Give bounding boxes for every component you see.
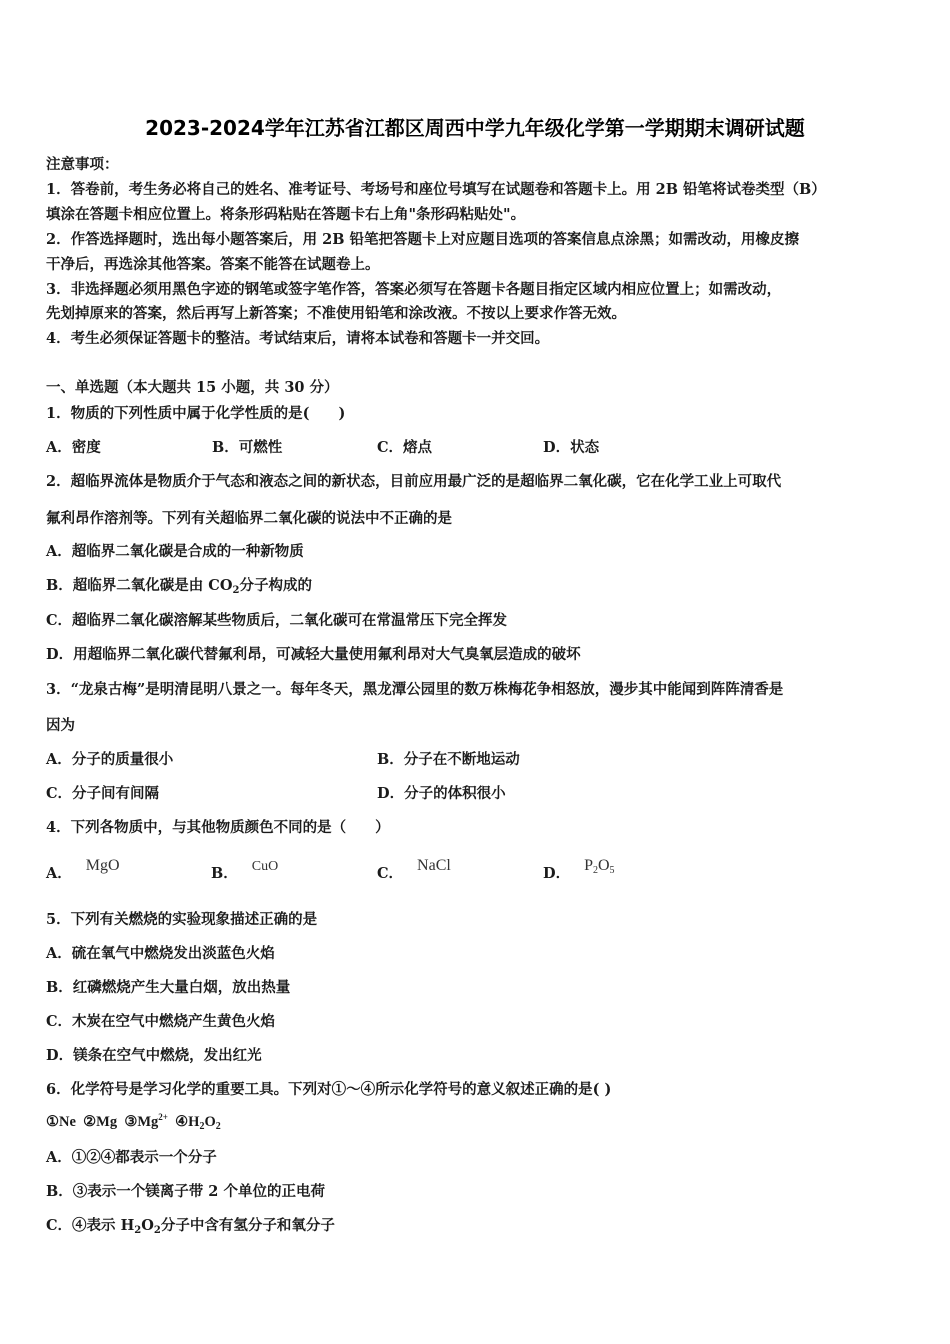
q2-option-b[interactable] [46,574,312,596]
q6-symbols [46,1112,221,1132]
formula-mgo: MgO [85,857,120,874]
q2-option-a[interactable]: A．超临界二氧化碳是合成的一种新物质 [46,543,304,560]
q1-option-d[interactable]: D．状态 [543,439,600,456]
q6-option-c-text-end: 分子中含有氢分子和氧分子 [160,1217,335,1234]
q2-stem-line-2: 氟利昂作溶剂等。下列有关超临界二氧化碳的说法中不正确的是 [46,510,452,527]
symbol-h2o2: $④H_2O_2$ [175,1114,221,1132]
q4-option-a[interactable] [46,857,120,883]
q3-option-b[interactable]: B．分子在不断地运动 [377,751,520,768]
symbol-mg-ion: $③Mg^{2+}$ [124,1112,168,1130]
q3-stem-line-1: 3．“龙泉古梅”是明清昆明八景之一。每年冬天，黑龙潭公园里的数万株梅花争相怒放，漫步其中能闻到阵阵清香是 [46,681,784,698]
q4-option-c[interactable] [377,857,451,883]
q6-stem: 6．化学符号是学习化学的重要工具。下列对①～④所示化学符号的意义叙述正确的是( ) [46,1081,612,1098]
option-letter: C． [377,865,404,882]
q3-option-d[interactable]: D．分子的体积很小 [377,785,506,802]
q5-option-c[interactable]: C．木炭在空气中燃烧产生黄色火焰 [46,1013,276,1030]
q1-option-a[interactable]: A．密度 [46,439,101,456]
q2-option-b-text-end: 分子构成的 [239,577,312,594]
q2-option-c[interactable]: C．超临界二氧化碳溶解某些物质后，二氧化碳可在常温常压下完全挥发 [46,612,508,629]
q2-stem-line-1: 2．超临界流体是物质介于气态和液态之间的新状态，目前应用最广泛的是超临界二氧化碳，它在化学工业上可取代 [46,473,782,490]
formula-cuo: CuO [251,859,279,874]
q5-option-b[interactable]: B．红磷燃烧产生大量白烟，放出热量 [46,979,291,996]
section-heading: 一、单选题（本大题共 15 小题，共 30 分） [46,379,339,396]
q4-stem: 4．下列各物质中，与其他物质颜色不同的是（ ） [46,819,390,836]
notice-line-1: 1．答卷前，考生务必将自己的姓名、准考证号、考场号和座位号填写在试题卷和答题卡上。用 2B 铅笔将试卷类型（B） [46,181,826,198]
formula-nacl: NaCl [417,857,451,874]
notice-heading: 注意事项： [46,156,119,173]
q6-option-c-text: C．④表示 H [46,1217,135,1234]
formula-p2o5: $P_2O_5$ [584,857,615,876]
q1-option-c[interactable]: C．熔点 [377,439,433,456]
notice-line-6: 先划掉原来的答案，然后再写上新答案；不准使用铅笔和涂改液。不按以上要求作答无效。 [46,305,626,322]
symbol-ne: ①Ne [46,1114,76,1130]
q6-option-c[interactable]: C．④表示 $H_2O_2$分子中含有氢分子和氧分子 [46,1217,335,1236]
subscript: 2 [232,585,240,596]
q6-option-a[interactable]: A．①②④都表示一个分子 [46,1149,217,1166]
q3-option-a[interactable]: A．分子的质量很小 [46,751,174,768]
q5-option-d[interactable]: D．镁条在空气中燃烧，发出红光 [46,1047,262,1064]
option-letter: A． [46,865,72,882]
notice-line-5: 3．非选择题必须用黑色字迹的钢笔或签字笔作答，答案必须写在答题卡各题目指定区域内相应位置上；如需改动， [46,281,782,298]
q4-option-d[interactable] [543,857,615,884]
notice-line-3: 2．作答选择题时，选出每小题答案后，用 2B 铅笔把答题卡上对应题目选项的答案信息点涂黑；如需改动，用橡皮擦 [46,231,800,248]
q6-option-b[interactable]: B．③表示一个镁离子带 2 个单位的正电荷 [46,1183,325,1200]
page-title: 2023-2024学年江苏省江都区周西中学九年级化学第一学期期末调研试题 [145,116,805,140]
q3-option-c[interactable]: C．分子间有间隔 [46,785,160,802]
notice-line-4: 干净后，再选涂其他答案。答案不能答在试题卷上。 [46,256,380,273]
option-letter: B． [211,865,238,882]
q3-stem-line-2: 因为 [46,717,75,734]
q5-option-a[interactable]: A．硫在氧气中燃烧发出淡蓝色火焰 [46,945,275,962]
option-letter: D． [543,865,571,882]
q1-stem: 1．物质的下列性质中属于化学性质的是( ) [46,405,346,422]
q2-option-b-text: B．超临界二氧化碳是由 CO [46,577,233,594]
notice-line-2: 填涂在答题卡相应位置上。将条形码粘贴在答题卡右上角"条形码粘贴处"。 [46,206,526,223]
q4-option-b[interactable] [211,859,279,883]
symbol-mg: ②Mg [83,1114,118,1130]
q5-stem: 5．下列有关燃烧的实验现象描述正确的是 [46,911,318,928]
q1-option-b[interactable]: B．可燃性 [212,439,283,456]
q2-option-d[interactable]: D．用超临界二氧化碳代替氟利昂，可减轻大量使用氟利昂对大气臭氧层造成的破坏 [46,646,581,663]
notice-line-7: 4．考生必须保证答题卡的整洁。考试结束后，请将本试卷和答题卡一并交回。 [46,330,550,347]
